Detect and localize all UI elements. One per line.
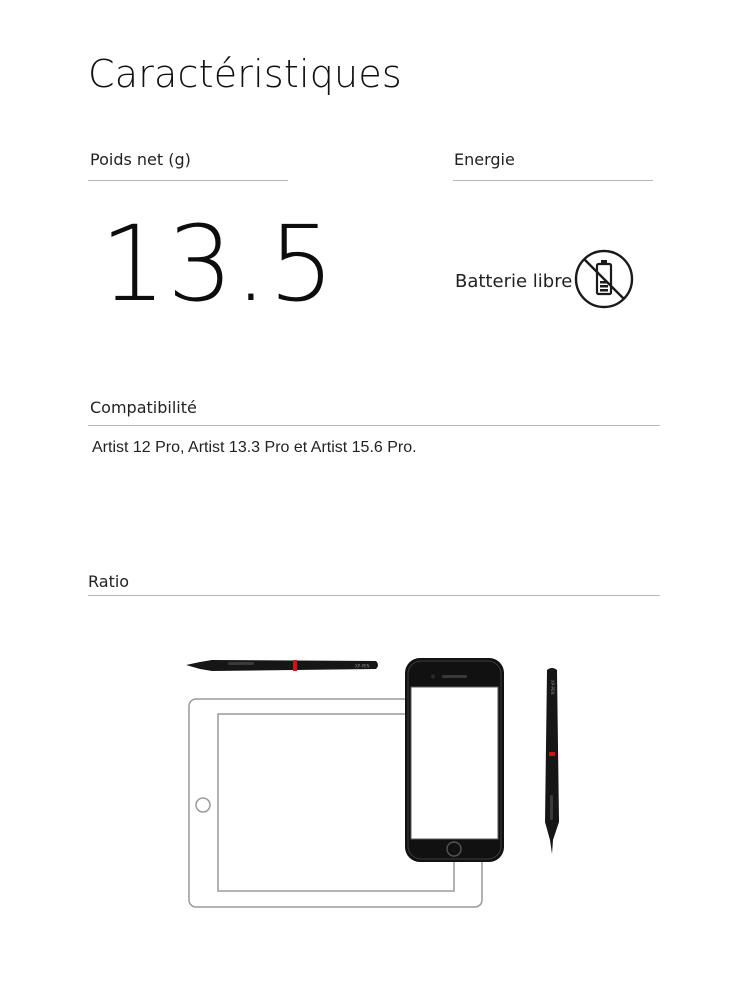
weight-value: 13.5 [100, 203, 336, 325]
vertical-pen [545, 668, 559, 854]
compatibility-label: Compatibilité [90, 398, 197, 417]
page-title: Caractéristiques [88, 52, 402, 96]
weight-label: Poids net (g) [90, 150, 191, 169]
pen-brand-text-vertical: XP-PEN [550, 680, 555, 695]
no-battery-icon [573, 248, 635, 310]
compatibility-divider [88, 425, 660, 426]
energy-label: Energie [454, 150, 515, 169]
ratio-label: Ratio [88, 572, 130, 591]
ratio-divider [88, 595, 660, 596]
pen-brand-text: XP-PEN [355, 663, 370, 669]
energy-value: Batterie libre [455, 271, 573, 292]
compatibility-text: Artist 12 Pro, Artist 13.3 Pro et Artist 15.6 Pro. [92, 439, 417, 456]
energy-divider [453, 180, 653, 181]
ratio-illustration [180, 650, 580, 915]
horizontal-pen [186, 660, 378, 671]
phone [405, 658, 504, 862]
weight-divider [88, 180, 288, 181]
